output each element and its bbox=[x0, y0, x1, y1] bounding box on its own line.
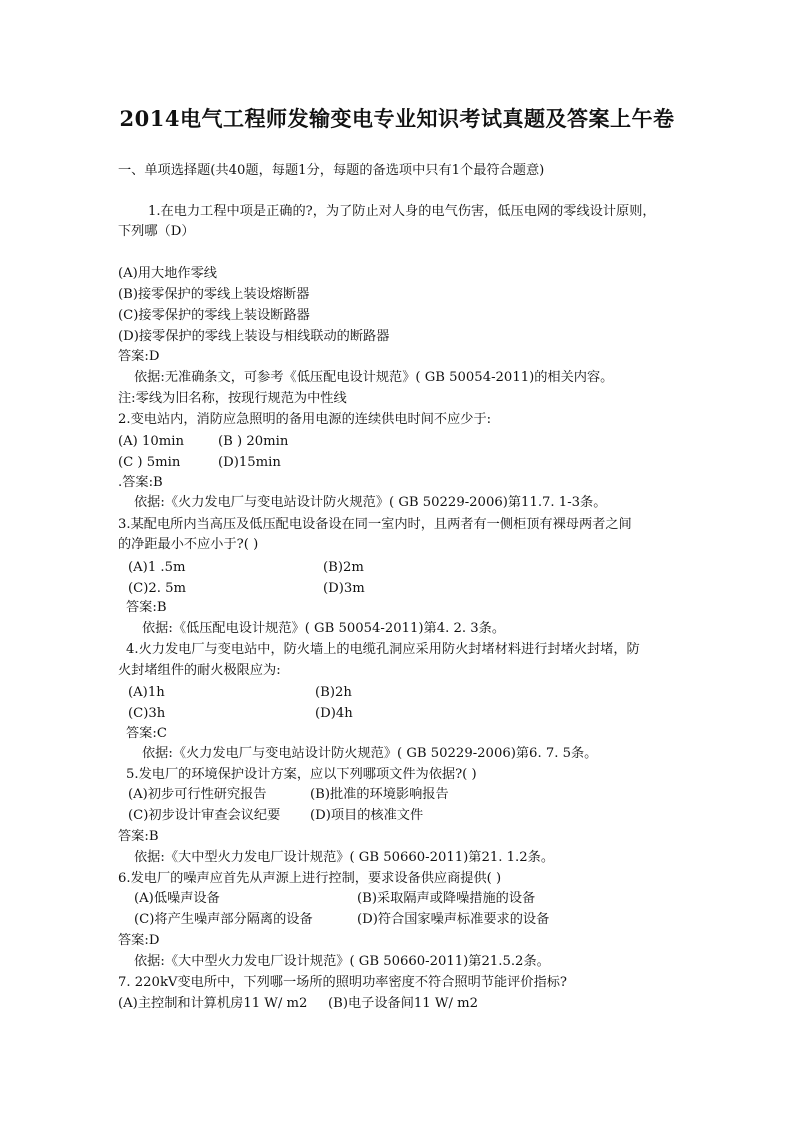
document-title: 2014电气工程师发输变电专业知识考试真题及答案上午卷 bbox=[119, 106, 675, 131]
question-2-stem: 2.变电站内，消防应急照明的备用电源的连续供电时间不应少于: bbox=[118, 412, 492, 427]
question-3-option-d: (D)3m bbox=[323, 581, 365, 596]
question-5-option-d: (D)项目的核准文件 bbox=[310, 808, 424, 823]
question-2-option-d: (D)15min bbox=[218, 455, 281, 470]
question-4-stem-line2: 火封堵组件的耐火极限应为: bbox=[118, 663, 281, 678]
question-2-answer: .答案:B bbox=[118, 475, 163, 490]
question-6-basis: 依据:《大中型火力发电厂设计规范》( GB 50660-2011)第21.5.2条。 bbox=[134, 954, 550, 969]
question-1-stem-line2: 下列哪（D） bbox=[118, 224, 195, 239]
question-1-answer: 答案:D bbox=[118, 349, 160, 364]
question-6-answer: 答案:D bbox=[118, 933, 160, 948]
question-7-option-b: (B)电子设备间11 W/ m2 bbox=[328, 996, 478, 1011]
question-1-option-b: (B)接零保护的零线上装设熔断器 bbox=[118, 287, 310, 302]
question-4-option-b: (B)2h bbox=[315, 685, 352, 700]
section-header: 一、单项选择题(共40题，每题1分，每题的备选项中只有1个最符合题意) bbox=[118, 163, 545, 178]
question-3-stem-line2: 的净距最小不应小于?( ) bbox=[118, 537, 259, 552]
question-5-option-c: (C)初步设计审查会议纪要 bbox=[128, 808, 281, 823]
question-5-basis: 依据:《大中型火力发电厂设计规范》( GB 50660-2011)第21. 1.2条。 bbox=[134, 850, 555, 865]
question-2-option-c: (C ) 5min bbox=[118, 455, 181, 470]
question-4-option-c: (C)3h bbox=[128, 706, 166, 721]
question-7-option-a: (A)主控制和计算机房11 W/ m2 bbox=[118, 996, 308, 1011]
question-4-basis: 依据:《火力发电厂与变电站设计防火规范》( GB 50229-2006)第6. 7. 5条。 bbox=[142, 746, 598, 761]
question-7-stem: 7. 220kV变电所中，下列哪一场所的照明功率密度不符合照明节能评价指标? bbox=[118, 975, 567, 990]
question-6-option-c: (C)将产生噪声部分隔离的设备 bbox=[134, 912, 313, 927]
question-3-stem-line1: 3.某配电所内当高压及低压配电设备设在同一室内时，且两者有一侧柜顶有裸母两者之间 bbox=[118, 517, 632, 532]
question-2-option-a: (A) 10min bbox=[118, 434, 185, 449]
question-4-option-d: (D)4h bbox=[315, 706, 353, 721]
question-5-stem: 5.发电厂的环境保护设计方案，应以下列哪项文件为依据?( ) bbox=[126, 767, 477, 782]
question-4-answer: 答案:C bbox=[126, 726, 167, 741]
question-1-option-d: (D)接零保护的零线上装设与相线联动的断路器 bbox=[118, 329, 390, 344]
question-3-option-b: (B)2m bbox=[323, 560, 364, 575]
question-3-answer: 答案:B bbox=[126, 600, 167, 615]
question-4-option-a: (A)1h bbox=[128, 685, 165, 700]
question-1-stem-line1: 1.在电力工程中项是正确的?，为了防止对人身的电气伤害，低压电网的零线设计原则， bbox=[148, 204, 656, 219]
question-1-option-a: (A)用大地作零线 bbox=[118, 266, 217, 281]
question-3-option-c: (C)2. 5m bbox=[128, 581, 187, 596]
question-2-basis: 依据:《火力发电厂与变电站设计防火规范》( GB 50229-2006)第11.7. 1-3条。 bbox=[134, 495, 607, 510]
question-6-option-d: (D)符合国家噪声标准要求的设备 bbox=[357, 912, 550, 927]
question-1-option-c: (C)接零保护的零线上装设断路器 bbox=[118, 308, 310, 323]
question-5-option-b: (B)批准的环境影响报告 bbox=[310, 787, 449, 802]
question-1-note: 注:零线为旧名称，按现行规范为中性线 bbox=[118, 391, 347, 406]
question-2-option-b: (B ) 20min bbox=[218, 434, 289, 449]
question-5-answer: 答案:B bbox=[118, 829, 159, 844]
question-3-basis: 依据:《低压配电设计规范》( GB 50054-2011)第4. 2. 3条。 bbox=[142, 621, 506, 636]
question-6-stem: 6.发电厂的噪声应首先从声源上进行控制，要求设备供应商提供( ) bbox=[118, 871, 502, 886]
question-1-basis: 依据:无准确条文，可参考《低压配电设计规范》( GB 50054-2011)的相关内容。 bbox=[134, 370, 614, 385]
question-3-option-a: (A)1 .5m bbox=[128, 560, 186, 575]
question-4-stem-line1: 4.火力发电厂与变电站中，防火墙上的电缆孔洞应采用防火封堵材料进行封堵火封堵，防 bbox=[126, 642, 640, 657]
question-6-option-b: (B)采取隔声或降噪措施的设备 bbox=[357, 891, 536, 906]
question-5-option-a: (A)初步可行性研究报告 bbox=[128, 787, 267, 802]
question-6-option-a: (A)低噪声设备 bbox=[134, 891, 220, 906]
